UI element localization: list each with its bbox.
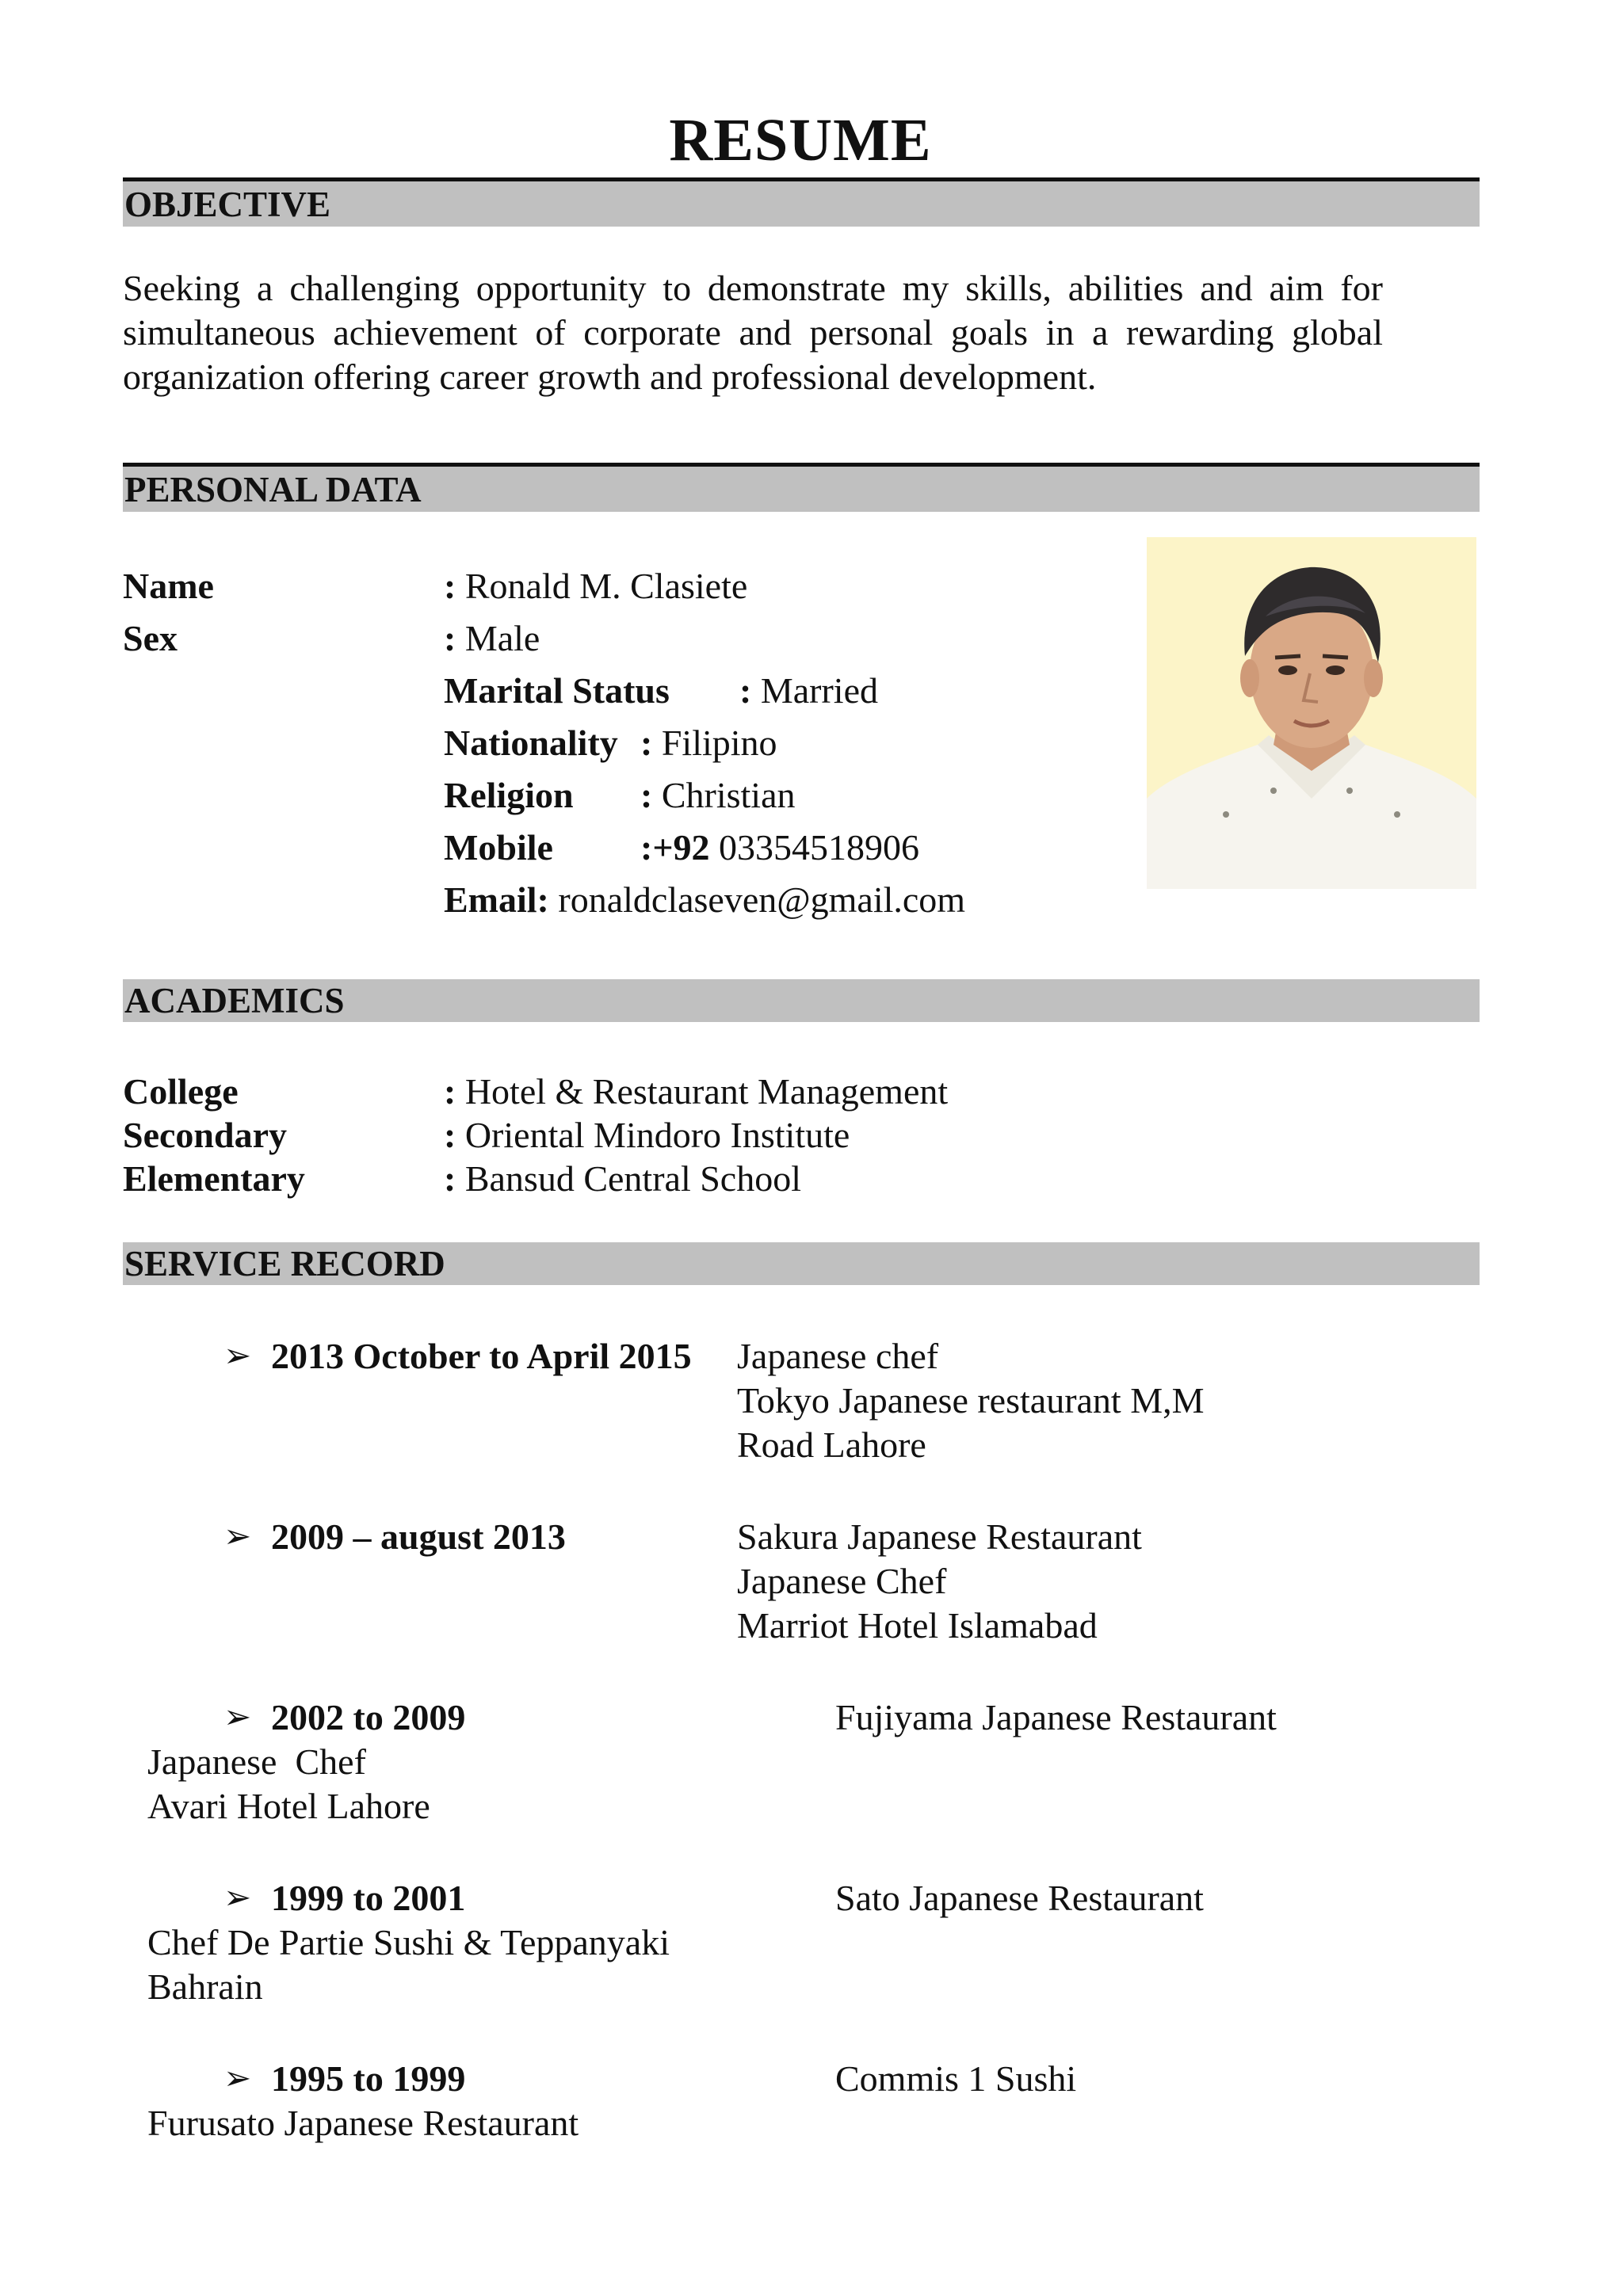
elementary-value-text: Bansud Central School (456, 1158, 802, 1199)
mobile-value (640, 826, 919, 870)
personal-data-heading-band (123, 463, 1480, 512)
service-record-heading: SERVICE RECORD (124, 1244, 445, 1283)
college-value: : Hotel & Restaurant Management (444, 1071, 949, 1112)
sex-label: Sex (123, 618, 178, 658)
email-value: ronaldclaseven@gmail.com (548, 879, 966, 920)
service-period: 2002 to 2009 (271, 1697, 466, 1737)
mobile-number: 03354518906 (709, 827, 920, 868)
religion-value-text: Christian (652, 775, 796, 815)
service-detail-line: Sakura Japanese Restaurant (737, 1516, 1142, 1557)
email-row (444, 878, 965, 922)
name-label: Name (123, 566, 214, 606)
bullet-arrow-icon: ➢ (223, 1699, 252, 1736)
sex-value: : Male (444, 618, 540, 658)
marital-colon: : (739, 670, 752, 711)
service-detail-line: Tokyo Japanese restaurant M,M (737, 1380, 1205, 1421)
objective-text: Seeking a challenging opportunity to demonstrate my skills, abilities and aim for simultaneous achievement of corporate and personal goals in a rewarding global organization offering career growth and professional development. (123, 268, 1383, 397)
service-detail-line: Japanese chef (737, 1336, 939, 1376)
bullet-arrow-icon: ➢ (223, 1519, 252, 1555)
service-period: 1995 to 1999 (271, 2058, 466, 2099)
elementary-value: : Bansud Central School (444, 1158, 802, 1199)
bullet-arrow-icon: ➢ (223, 1338, 252, 1375)
college-value-text: Hotel & Restaurant Management (456, 1071, 949, 1112)
service-detail-line: Bahrain (147, 1966, 263, 2007)
secondary-value-text: Oriental Mindoro Institute (456, 1115, 850, 1155)
nationality-label: Nationality (444, 723, 618, 763)
secondary-value: : Oriental Mindoro Institute (444, 1115, 850, 1155)
bullet-arrow-icon: ➢ (223, 2061, 252, 2097)
bullet-arrow-icon: ➢ (223, 1880, 252, 1917)
marital-value-text: Married (751, 670, 878, 711)
sex-value-text: Male (456, 618, 540, 658)
elementary-label: Elementary (123, 1158, 305, 1199)
nationality-value-text: Filipino (652, 723, 777, 763)
academics-heading: ACADEMICS (124, 981, 345, 1020)
secondary-label: Secondary (123, 1115, 287, 1155)
personal-data-heading: PERSONAL DATA (124, 469, 422, 509)
service-period: 1999 to 2001 (271, 1878, 466, 1918)
service-detail-line: Avari Hotel Lahore (147, 1786, 430, 1826)
service-detail-line: Road Lahore (737, 1425, 926, 1465)
service-detail-line: Chef De Partie Sushi & Teppanyaki (147, 1922, 670, 1962)
profile-photo-illustration (1147, 537, 1476, 889)
service-detail-line: Japanese Chef (737, 1561, 947, 1601)
marital-status-value (739, 669, 878, 713)
service-detail-line: Marriot Hotel Islamabad (737, 1605, 1098, 1646)
objective-heading-band (123, 177, 1480, 227)
college-label: College (123, 1071, 239, 1112)
service-period: 2013 October to April 2015 (271, 1336, 692, 1376)
academics-heading-band (123, 979, 1480, 1022)
religion-colon: : (640, 775, 653, 815)
religion-value (640, 773, 796, 818)
service-detail-line: Commis 1 Sushi (835, 2058, 1077, 2099)
service-detail-line: Japanese Chef (147, 1741, 366, 1782)
name-value-text: Ronald M. Clasiete (456, 566, 748, 606)
service-detail-line: Fujiyama Japanese Restaurant (835, 1697, 1277, 1737)
service-detail-line: Furusato Japanese Restaurant (147, 2103, 579, 2143)
page-title: RESUME (669, 107, 932, 174)
mobile-prefix: :+92 (640, 827, 710, 868)
service-period: 2009 – august 2013 (271, 1516, 566, 1557)
mobile-label: Mobile (444, 827, 553, 868)
objective-heading: OBJECTIVE (124, 184, 331, 224)
nationality-colon: : (640, 723, 653, 763)
name-value: : Ronald M. Clasiete (444, 566, 748, 606)
nationality-value (640, 721, 777, 765)
marital-status-label: Marital Status (444, 670, 670, 711)
service-detail-line: Sato Japanese Restaurant (835, 1878, 1204, 1918)
profile-photo (1147, 537, 1476, 889)
email-label: Email: (444, 879, 549, 920)
religion-label: Religion (444, 775, 574, 815)
service-record-heading-band (123, 1242, 1480, 1285)
